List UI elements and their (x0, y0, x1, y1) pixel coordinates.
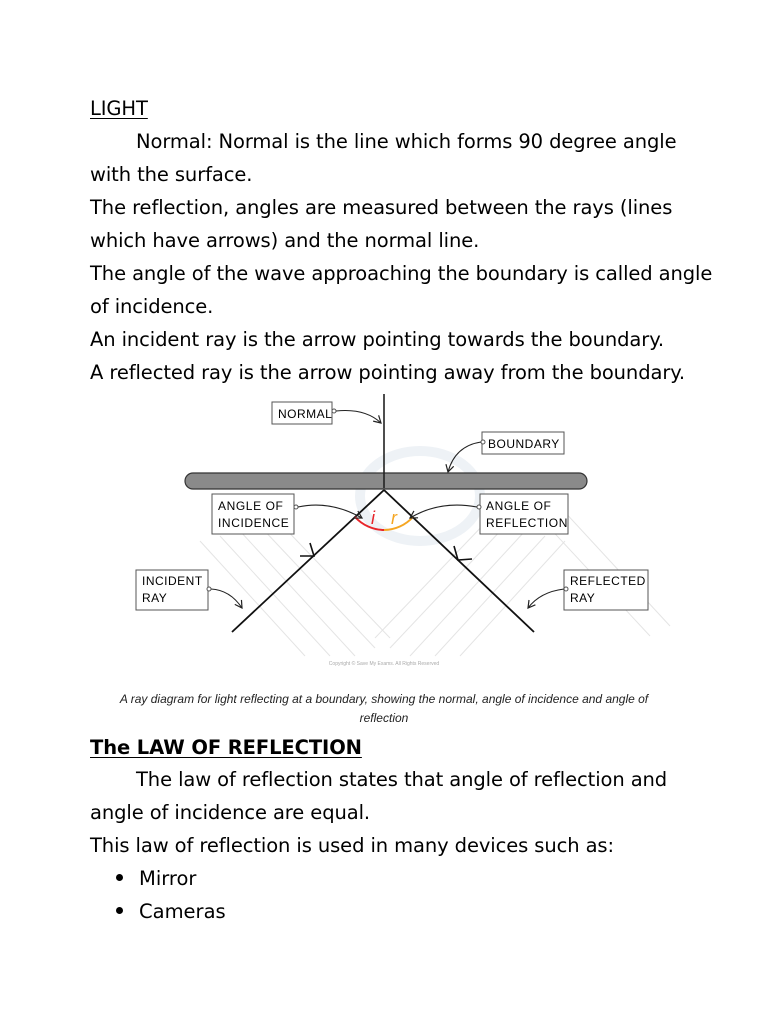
reflection-label-line1: ANGLE OF (486, 499, 552, 513)
angle-i-label: i (371, 508, 375, 528)
reflected-ray-pointer (528, 589, 564, 608)
boundary-label: BOUNDARY (488, 437, 560, 451)
normal-label: NORMAL (278, 407, 333, 421)
paragraph-line: of incidence. (90, 295, 214, 318)
reflection-arc (384, 517, 413, 530)
reflection-pointer (410, 505, 477, 518)
angle-r-label: r (391, 508, 397, 528)
paragraph-line: The angle of the wave approaching the boundary is called angle (90, 262, 713, 285)
paragraph-line: Normal: Normal is the line which forms 90 degree angle (136, 130, 677, 153)
incidence-pointer (298, 505, 362, 518)
incidence-label-line2: INCIDENCE (218, 516, 290, 530)
list-item-label: Cameras (139, 900, 226, 923)
incident-ray-pointer (211, 589, 242, 608)
figure-caption-line1: A ray diagram for light reflecting at a boundary, showing the normal, angle of incidence and angle of (119, 692, 649, 706)
paragraph-line: An incident ray is the arrow pointing towards the boundary. (90, 328, 664, 351)
incident-ray-arrowhead (300, 543, 314, 556)
paragraph-line: The reflection, angles are measured between the rays (lines (90, 196, 673, 219)
incidence-label-line1: ANGLE OF (218, 499, 284, 513)
law-heading: The LAW OF REFLECTION (90, 736, 362, 759)
list-item-label: Mirror (139, 867, 197, 890)
boundary-surface (185, 473, 587, 489)
list-item (116, 862, 196, 895)
copyright-text: Copyright © Save My Exams. All Rights Reserved (328, 661, 440, 667)
bullet-icon (116, 907, 123, 914)
law-line: This law of reflection is used in many devices such as: (90, 834, 614, 857)
paragraph-line: A reflected ray is the arrow pointing away from the boundary. (90, 361, 685, 384)
paragraph-line: which have arrows) and the normal line. (90, 229, 480, 252)
incident-ray-label-line2: RAY (142, 591, 168, 605)
reflected-ray-label-line1: REFLECTED (570, 574, 646, 588)
reflection-label-line2: REFLECTION (486, 516, 569, 530)
incident-ray-label-line1: INCIDENT (142, 574, 203, 588)
reflected-ray-label-line2: RAY (570, 591, 596, 605)
figure-caption-line2: reflection (359, 711, 409, 725)
reflection-diagram (90, 386, 678, 668)
heading-light: LIGHT (90, 97, 148, 120)
reflected-ray-arrowhead (454, 546, 472, 560)
law-line: angle of incidence are equal. (90, 801, 370, 824)
normal-pointer (336, 411, 381, 424)
paragraph-line: with the surface. (90, 163, 253, 186)
bullet-icon (116, 874, 123, 881)
law-line: The law of reflection states that angle of reflection and (136, 768, 668, 791)
list-item (116, 895, 226, 928)
